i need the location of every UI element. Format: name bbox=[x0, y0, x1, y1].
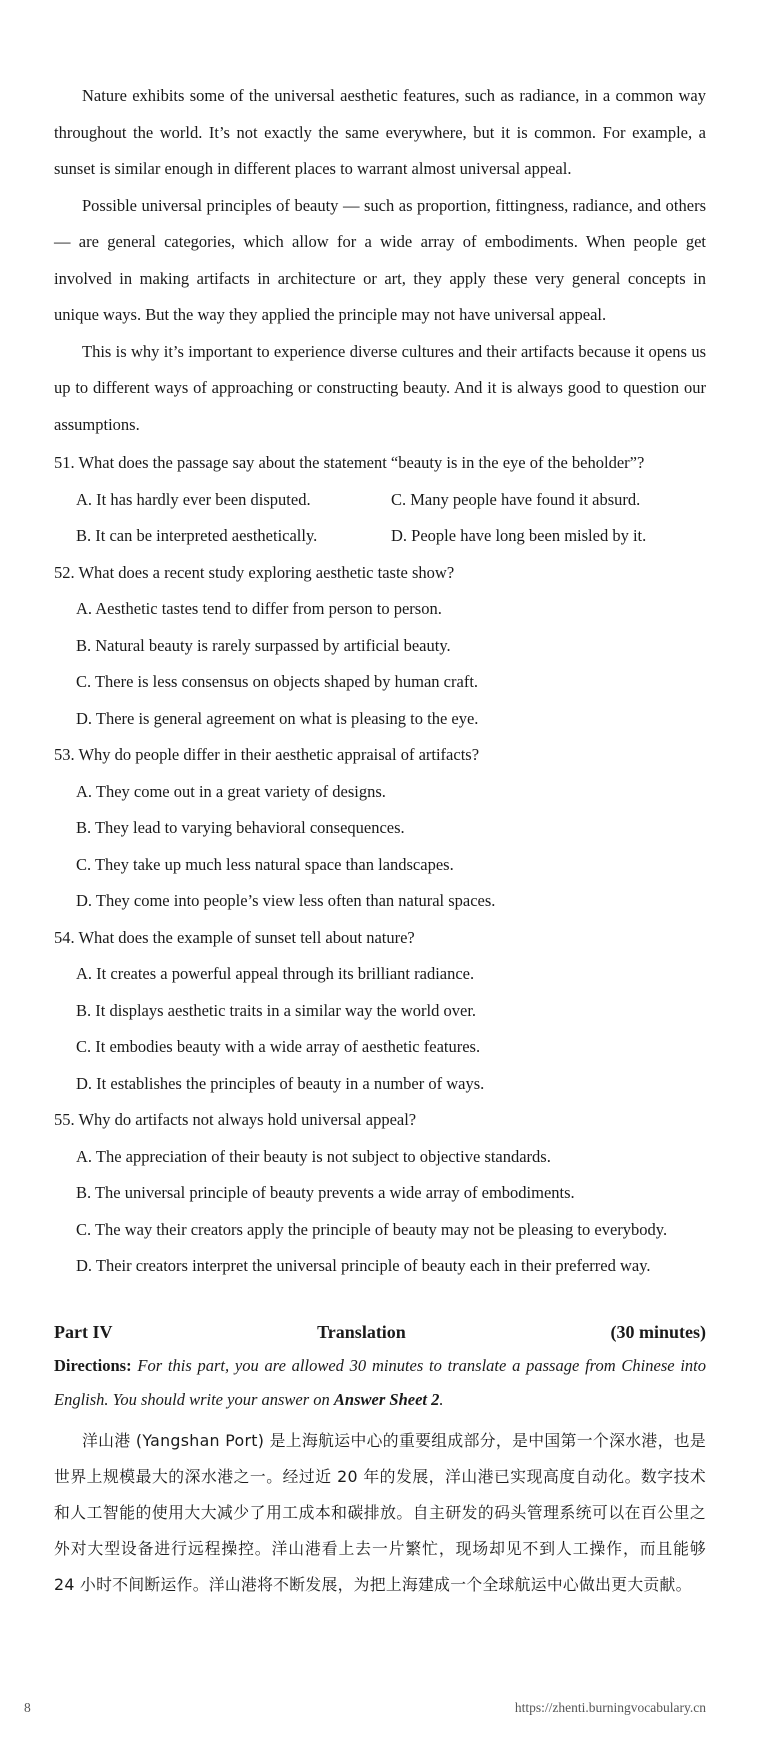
option-d: D. People have long been misled by it. bbox=[391, 526, 647, 545]
option-b: B. It displays aesthetic traits in a similar way the world over. bbox=[76, 1000, 477, 1020]
options-row bbox=[54, 482, 706, 519]
section-title: Translation bbox=[317, 1321, 406, 1342]
option-d: D. Their creators interpret the universal principle of beauty each in their preferred way. bbox=[76, 1256, 651, 1275]
option-b: B. They lead to varying behavioral consequences. bbox=[76, 818, 405, 837]
option-a: A. It has hardly ever been disputed. bbox=[76, 489, 311, 509]
option-d: D. It establishes the principles of beauty in a number of ways. bbox=[76, 1073, 485, 1093]
option-c: C. The way their creators apply the principle of beauty may not be pleasing to everybody. bbox=[76, 1219, 668, 1239]
option-d: D. There is general agreement on what is pleasing to the eye. bbox=[76, 708, 479, 728]
time-limit: (30 minutes) bbox=[610, 1321, 706, 1342]
page-number: 8 bbox=[24, 1700, 31, 1715]
answer-sheet-ref: Answer Sheet 2 bbox=[333, 1389, 440, 1409]
option-b: B. The universal principle of beauty prevents a wide array of embodiments. bbox=[76, 1183, 575, 1202]
directions bbox=[54, 1349, 706, 1417]
question-stem: 54. What does the example of sunset tell about nature? bbox=[54, 927, 415, 947]
chinese-passage: 洋山港 (Yangshan Port) 是上海航运中心的重要组成部分，是中国第一个深水港，也是世界上规模最大的深水港之一。经过近 20 年的发展，洋山港已实现高度自动化。数字技术和人工智能的使用大大减少了用工成本和碳排放。自主研发的码头管理系统可以在百公里之外对大型设备进行远程操控。洋山港看上去一片繁忙，现场却见不到人工操作，而且能够 24 小时不间断运作。洋山港将不断发展，为把上海建成一个全球航运中心做出更大贡献。 bbox=[54, 1430, 706, 1594]
question-54 bbox=[54, 920, 706, 1103]
option-c: C. They take up much less natural space than landscapes. bbox=[76, 854, 454, 874]
question-53 bbox=[54, 737, 706, 920]
option-c: C. There is less consensus on objects shaped by human craft. bbox=[76, 672, 479, 691]
question-52 bbox=[54, 555, 706, 738]
question-55 bbox=[54, 1102, 706, 1285]
question-51 bbox=[54, 445, 706, 555]
question-stem: 55. Why do artifacts not always hold universal appeal? bbox=[54, 1110, 417, 1129]
option-b: B. It can be interpreted aesthetically. bbox=[76, 526, 318, 545]
directions-body: For this part, you are allowed 30 minutes to translate a passage from Chinese into English. You should write your answer on bbox=[54, 1355, 707, 1409]
option-a: A. It creates a powerful appeal through its brilliant radiance. bbox=[76, 964, 475, 983]
option-b: B. Natural beauty is rarely surpassed by artificial beauty. bbox=[76, 635, 451, 655]
directions-end: . bbox=[439, 1389, 444, 1409]
passage-paragraph-2: Possible universal principles of beauty — such as proportion, fittingness, radiance, and others — are general categories, which allow for a wide array of embodiments. When people get involved in making artifacts in architecture or art, they apply these very general concepts in unique ways. But the way they applied the principle may not have universal appeal. bbox=[54, 195, 706, 324]
page-footer bbox=[24, 1700, 706, 1716]
question-stem: 52. What does a recent study exploring aesthetic taste show? bbox=[54, 562, 455, 582]
source-url: https://zhenti.burningvocabulary.cn bbox=[514, 1700, 706, 1715]
part-label: Part IV bbox=[54, 1321, 113, 1342]
part-iv-header bbox=[54, 1315, 706, 1349]
option-a: A. The appreciation of their beauty is not subject to objective standards. bbox=[76, 1146, 551, 1166]
directions-lead: Directions: bbox=[54, 1355, 132, 1375]
question-stem: 51. What does the passage say about the statement “beauty is in the eye of the beholder”? bbox=[54, 453, 645, 472]
option-d: D. They come into people’s view less often than natural spaces. bbox=[76, 891, 496, 910]
option-a: A. Aesthetic tastes tend to differ from person to person. bbox=[76, 599, 442, 618]
option-a: A. They come out in a great variety of designs. bbox=[76, 781, 386, 801]
reading-passage bbox=[54, 78, 706, 443]
passage-paragraph-1: Nature exhibits some of the universal aesthetic features, such as radiance, in a common way throughout the world. It’s not exactly the same everywhere, but it is common. For example, a sunset is similar enough in different places to warrant almost universal appeal. bbox=[54, 86, 706, 178]
question-stem: 53. Why do people differ in their aesthetic appraisal of artifacts? bbox=[54, 745, 480, 764]
exam-page bbox=[54, 78, 706, 1603]
passage-paragraph-3: This is why it’s important to experience diverse cultures and their artifacts because it opens us up to different ways of approaching or constructing beauty. And it is always good to question our assumptions. bbox=[54, 341, 706, 434]
option-c: C. It embodies beauty with a wide array of aesthetic features. bbox=[76, 1037, 481, 1056]
options-row bbox=[54, 518, 706, 555]
option-c: C. Many people have found it absurd. bbox=[391, 489, 641, 509]
